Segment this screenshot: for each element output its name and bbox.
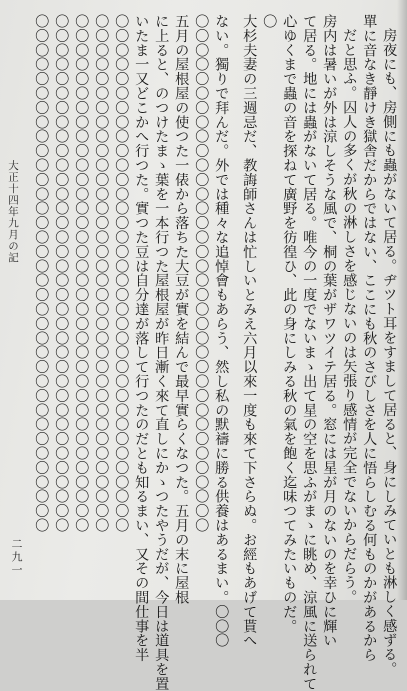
text-column-9: ない。獨りで拜んだ。外では種々な追悼會もあらう、然し私の默禱に勝る供養はあるまい。〇〇〇 — [213, 14, 230, 648]
text-column-3: だと思ふ。囚人の多くが秋の淋しさを感じないのは矢張り感情が完全でないからだらう。 — [341, 28, 358, 604]
text-column-14: 〇〇〇〇〇〇〇〇〇〇〇〇〇〇〇〇〇〇〇〇〇〇〇〇〇〇〇〇〇〇〇〇〇〇〇〇 — [113, 14, 130, 533]
text-column-12: に上ると、のつけたまゝ葉を一本行つた屋根屋が昨日漸く來て直しにかゝつたやうだが、今日は道具を置 — [153, 14, 170, 691]
text-column-16: 〇〇〇〇〇〇〇〇〇〇〇〇〇〇〇〇〇〇〇〇〇〇〇〇〇〇〇〇〇〇〇〇〇〇〇〇 — [73, 14, 90, 533]
text-column-4: 房内は暑いが外は涼しそうな風で、桐の葉がザワツイテ居る。窓には星が月のないのを幸ひに輝い — [321, 14, 338, 648]
text-column-1: 房夜にも、房側にも蟲がないて居る。ヂツト耳をすまして居ると、身にしみていとも淋しく感ずる。 — [381, 28, 398, 676]
text-column-18: 〇〇〇〇〇〇〇〇〇〇〇〇〇〇〇〇〇〇〇〇〇〇〇〇〇〇〇〇〇〇〇〇〇〇〇〇 — [33, 14, 50, 533]
text-column-2: 單に音なき靜けき獄舎だからではない、ここにも秋のさびしさを人に悟らしむる何ものかがあるから — [361, 14, 378, 662]
text-column-5: て居る。地には蟲がないて居る。唯今の一度でないまゝ出て星の空を思ふがまゝに眺め、涼風に送られて — [301, 14, 318, 691]
text-column-6: 心ゆくまで蟲の音を探ねて廣野を彷徨ひ、此の身にしみる秋の氣を飽く迄味つてみたいものだ。 — [281, 14, 298, 634]
text-column-11: 五月の屋根屋の使つた一俵から落ちた大豆が實を結んで最早實らくなつた。五月の末に屋根 — [173, 14, 190, 605]
text-column-8: 大杉夫妻の三週忌だ、教誨師さんは忙しいとみえ六月以來一度も來て下さらぬ。お經もあげて貰へ — [241, 14, 258, 648]
text-column-15: 〇〇〇〇〇〇〇〇〇〇〇〇〇〇〇〇〇〇〇〇〇〇〇〇〇〇〇〇〇〇〇〇〇〇〇〇 — [93, 14, 110, 533]
text-column-13: いたま一又どこかへ行つた。實つた豆は自分達が落して行つたのだとも知るまい、又その間仕事を半 — [133, 14, 150, 662]
text-column-7: 〇 — [261, 14, 278, 29]
text-column-17: 〇〇〇〇〇〇〇〇〇〇〇〇〇〇〇〇〇〇〇〇〇〇〇〇〇〇〇〇〇〇〇〇〇〇〇〇 — [53, 14, 70, 533]
text-column-10: 〇〇〇〇〇〇〇〇〇〇〇〇〇〇〇〇〇〇〇〇〇〇〇〇〇〇〇〇〇〇〇〇〇〇〇〇 — [193, 14, 210, 533]
page-number: 二九一 — [10, 538, 23, 577]
diary-date: 大正十四年九月の記 — [7, 160, 19, 264]
